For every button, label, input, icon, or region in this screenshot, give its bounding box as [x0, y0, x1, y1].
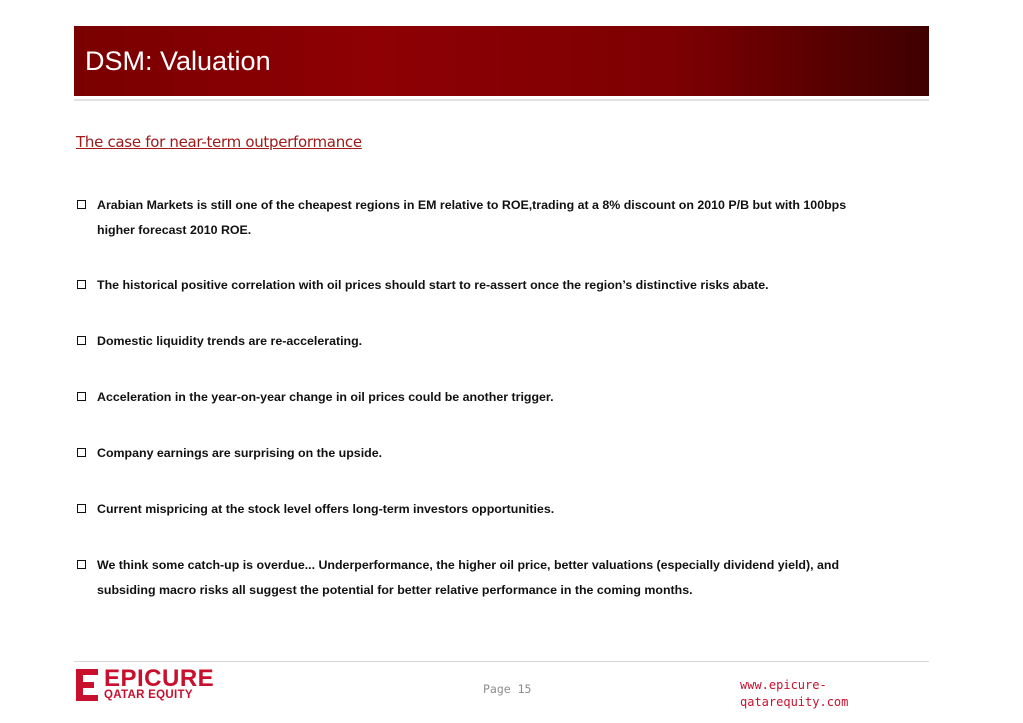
bullet-line: Arabian Markets is still one of the cheapest regions in EM relative to ROE,trading at a 8% discount on 2010 P/B but with 100bps: [97, 198, 847, 212]
bullet-text: Domestic liquidity trends are re-accelerating.: [97, 334, 363, 348]
header-bar: [74, 26, 929, 96]
bullet-line: We think some catch-up is overdue... Underperformance, the higher oil price, better valuations (especially dividend yield), and: [97, 558, 840, 572]
bullet-line: subsiding macro risks all suggest the potential for better relative performance in the coming months.: [97, 583, 693, 597]
bullet-line: higher forecast 2010 ROE.: [97, 223, 252, 237]
checkbox-bullet-icon: [77, 560, 86, 569]
bullet-item: [76, 553, 916, 603]
checkbox-bullet-icon: [77, 280, 86, 289]
page-title: DSM: Valuation: [85, 46, 271, 76]
logo-wordmark: EPICURE: [104, 665, 215, 692]
page-number: Page 15: [483, 682, 532, 696]
checkbox-bullet-icon: [77, 504, 86, 513]
bullet-item: [76, 385, 916, 410]
website-line: www.epicure-: [740, 678, 827, 692]
bullet-item: [76, 273, 916, 298]
bullet-text: Current mispricing at the stock level offers long-term investors opportunities.: [97, 502, 555, 516]
checkbox-bullet-icon: [77, 392, 86, 401]
bullet-text: Acceleration in the year-on-year change in oil prices could be another trigger.: [97, 390, 554, 404]
header-divider: [74, 99, 929, 101]
checkbox-bullet-icon: [77, 336, 86, 345]
section-subtitle: The case for near-term outperformance: [76, 133, 362, 151]
epicure-logo: [76, 667, 226, 707]
checkbox-bullet-icon: [77, 200, 86, 209]
bullet-item: [76, 329, 916, 354]
checkbox-bullet-icon: [77, 448, 86, 457]
bullet-item: [76, 193, 916, 243]
epicure-logo-mark-icon: [76, 669, 98, 701]
bullet-text: [76, 193, 916, 243]
bullet-text: Company earnings are surprising on the upside.: [97, 446, 383, 460]
website-link[interactable]: [740, 677, 890, 711]
bullet-text: The historical positive correlation with oil prices should start to re-assert once the region’s distinctive risks abate.: [97, 278, 769, 292]
logo-subtitle: QATAR EQUITY: [104, 689, 193, 701]
bullet-item: [76, 441, 916, 466]
website-line: qatarequity.com: [740, 695, 849, 709]
bullet-item: [76, 497, 916, 522]
bullet-text: [76, 553, 916, 603]
footer-divider: [74, 661, 929, 662]
